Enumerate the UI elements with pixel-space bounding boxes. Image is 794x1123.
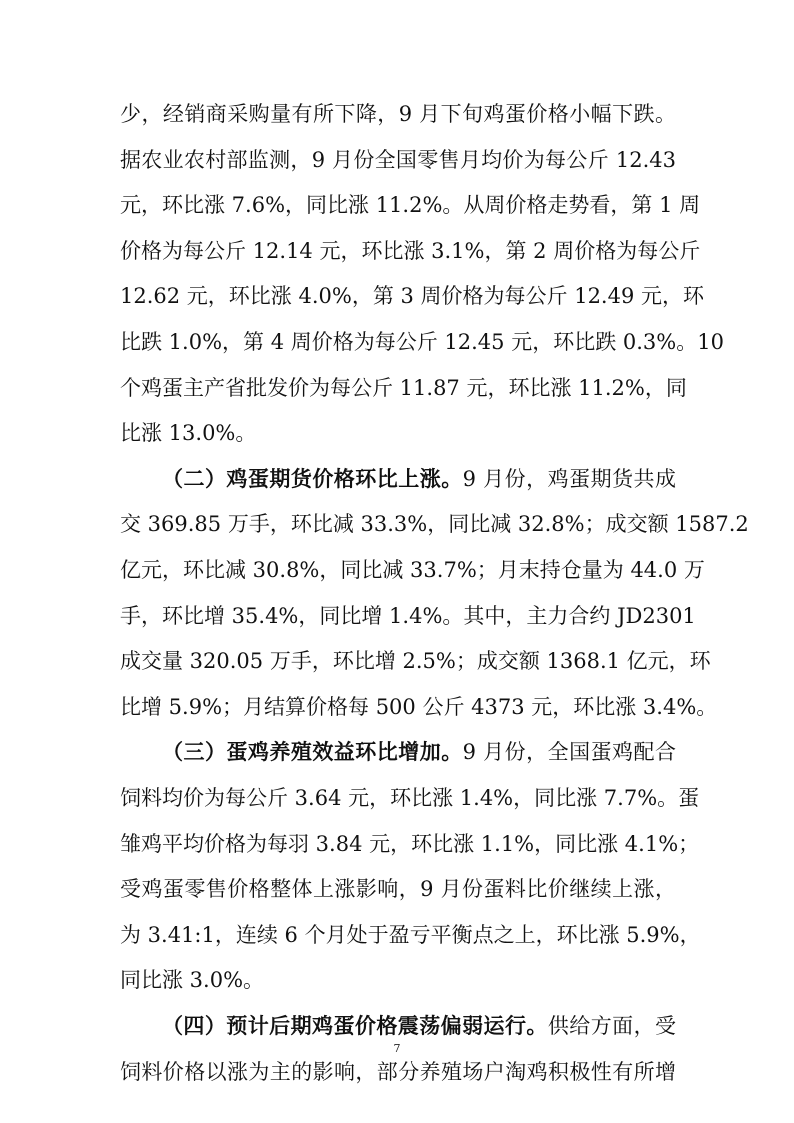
body-text-line: 为 3.41:1，连续 6 个月处于盈亏平衡点之上，环比涨 5.9%， [120, 923, 701, 947]
body-text-line: 12.62 元，环比涨 4.0%，第 3 周价格为每公斤 12.49 元，环 [120, 284, 704, 308]
body-text-line: 元，环比涨 7.6%，同比涨 11.2%。从周价格走势看，第 1 周 [120, 193, 701, 217]
section-text: 9 月份，全国蛋鸡配合 [462, 740, 676, 764]
body-text-line: 个鸡蛋主产省批发价为每公斤 11.87 元，环比涨 11.2%，同 [120, 376, 687, 400]
body-text-line: 价格为每公斤 12.14 元，环比涨 3.1%，第 2 周价格为每公斤 [120, 239, 701, 263]
section-heading: （四）预计后期鸡蛋价格震荡偏弱运行。 [162, 1013, 548, 1038]
body-text-line: 成交量 320.05 万手，环比增 2.5%；成交额 1368.1 亿元，环 [120, 649, 711, 673]
body-text-line: 同比涨 3.0%。 [120, 968, 265, 992]
body-text-line: 少，经销商采购量有所下降，9 月下旬鸡蛋价格小幅下跌。 [120, 102, 676, 126]
page-number: 7 [393, 1042, 401, 1055]
body-text-line: 据农业农村部监测，9 月份全国零售月均价为每公斤 12.43 [120, 148, 676, 172]
section-text: 供给方面，受 [547, 1014, 677, 1038]
section-heading-line [162, 1011, 676, 1041]
body-text-line: 比涨 13.0%。 [120, 421, 257, 445]
section-heading-line [162, 737, 676, 767]
section-heading: （三）蛋鸡养殖效益环比增加。 [162, 739, 463, 764]
body-text-line: 亿元，环比减 30.8%，同比减 33.7%；月末持仓量为 44.0 万 [120, 558, 705, 582]
body-text-line: 比跌 1.0%，第 4 周价格为每公斤 12.45 元，环比跌 0.3%。10 [120, 330, 724, 354]
section-text: 9 月份，鸡蛋期货共成 [462, 467, 676, 491]
body-text-line: 雏鸡平均价格为每羽 3.84 元，环比涨 1.1%，同比涨 4.1%； [120, 832, 700, 856]
section-heading-line [162, 464, 676, 494]
section-heading: （二）鸡蛋期货价格环比上涨。 [162, 466, 463, 491]
body-text-line: 交 369.85 万手，环比减 33.3%，同比减 32.8%；成交额 1587.2 [120, 512, 749, 536]
body-text-line: 饲料价格以涨为主的影响，部分养殖场户淘鸡积极性有所增 [120, 1060, 676, 1084]
body-text-line: 比增 5.9%；月结算价格每 500 公斤 4373 元，环比涨 3.4%。 [120, 695, 718, 719]
body-text-line: 受鸡蛋零售价格整体上涨影响，9 月份蛋料比价继续上涨， [120, 877, 676, 901]
body-text-line: 饲料均价为每公斤 3.64 元，环比涨 1.4%，同比涨 7.7%。蛋 [120, 786, 700, 810]
body-text-line: 手，环比增 35.4%，同比增 1.4%。其中，主力合约 JD2301 [120, 604, 696, 628]
